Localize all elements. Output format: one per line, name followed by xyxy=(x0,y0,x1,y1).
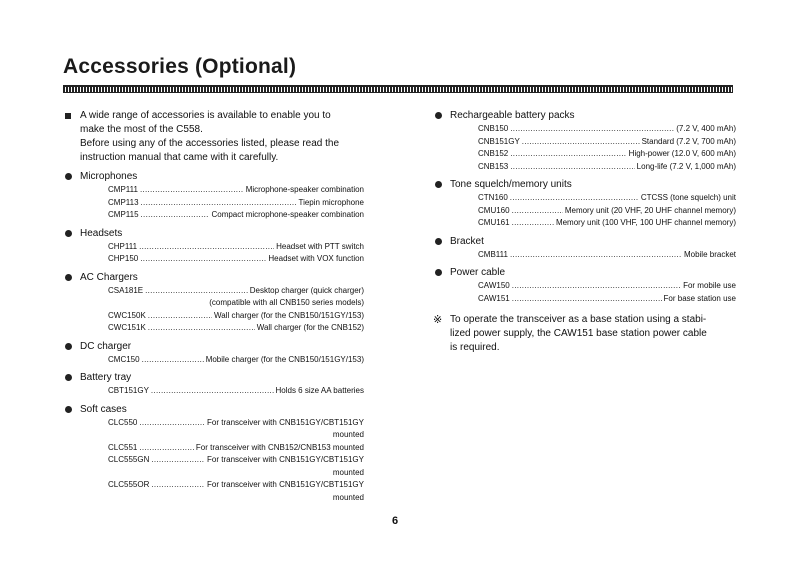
bullet-icon xyxy=(65,173,72,180)
accessory-item xyxy=(478,148,736,161)
dot-leader xyxy=(510,192,639,205)
bullet-icon xyxy=(65,230,72,237)
accessory-item xyxy=(108,354,364,367)
accessory-code: CLC551 xyxy=(108,442,138,452)
dot-leader xyxy=(522,136,640,149)
accessory-code: CLC550 xyxy=(108,417,138,427)
bullet-icon xyxy=(435,238,442,245)
bullet-icon xyxy=(435,112,442,119)
accessory-list xyxy=(108,285,364,335)
accessory-list xyxy=(478,280,736,305)
accessory-item xyxy=(108,417,364,442)
section-title xyxy=(64,403,364,416)
accessory-row xyxy=(478,136,736,149)
square-bullet-icon xyxy=(65,113,71,119)
accessory-row xyxy=(478,192,736,205)
accessory-description: Tiepin microphone xyxy=(298,197,364,207)
accessory-item xyxy=(108,479,364,504)
accessory-code: CBT151GY xyxy=(108,386,149,395)
dot-leader xyxy=(151,479,205,492)
accessory-code: CSA181E xyxy=(108,285,144,295)
accessory-description: CTCSS (tone squelch) unit xyxy=(640,193,736,202)
accessory-description: For transceiver with CNB151GY/CBT151GY xyxy=(207,417,364,427)
accessory-description: Long-life (7.2 V, 1,000 mAh) xyxy=(636,161,736,171)
accessory-description-continued: mounted xyxy=(332,467,364,477)
accessory-code: CNB151GY xyxy=(478,136,520,146)
accessory-description-continued: (compatible with all CNB150 series models) xyxy=(209,298,364,307)
accessory-row xyxy=(108,442,364,455)
accessory-code: CAW151 xyxy=(478,293,510,303)
accessory-description: High-power (12.0 V, 600 mAh) xyxy=(628,149,736,158)
accessory-row xyxy=(478,249,736,262)
accessory-description: Desktop charger (quick charger) xyxy=(249,285,364,295)
accessory-row xyxy=(108,454,364,467)
accessory-item xyxy=(108,454,364,479)
accessory-item xyxy=(108,209,364,222)
accessory-row xyxy=(108,197,364,210)
dot-leader xyxy=(140,253,266,266)
dot-leader xyxy=(510,161,634,174)
accessory-code: CHP150 xyxy=(108,254,139,263)
right-sections xyxy=(434,109,736,305)
accessory-code: CTN160 xyxy=(478,193,508,202)
accessory-list xyxy=(478,123,736,173)
dot-leader xyxy=(512,280,681,293)
accessory-description: Wall charger (for the CNB150/151GY/153) xyxy=(214,310,364,320)
accessory-item xyxy=(478,280,736,293)
dot-leader xyxy=(510,148,626,161)
intro-paragraph xyxy=(64,109,364,165)
accessory-row xyxy=(478,280,736,293)
accessory-code: CMB111 xyxy=(478,249,508,259)
intro-line: make the most of the C558. xyxy=(80,124,203,135)
accessory-description: Mobile charger (for the CNB150/151GY/153) xyxy=(205,354,364,364)
accessory-description: Standard (7.2 V, 700 mAh) xyxy=(641,136,736,146)
dot-leader xyxy=(139,442,194,455)
page-title: Accessories (Optional) xyxy=(63,55,297,78)
section-title-text: DC charger xyxy=(80,340,132,352)
dot-leader xyxy=(140,184,244,197)
accessory-row xyxy=(478,205,736,218)
accessory-description: For transceiver with CNB151GY/CBT151GY xyxy=(207,455,364,464)
accessory-row xyxy=(478,161,736,174)
accessory-item xyxy=(108,385,364,398)
accessory-item xyxy=(478,136,736,149)
accessory-description: For transceiver with CNB151GY/CBT151GY xyxy=(207,480,364,489)
dot-leader xyxy=(148,310,212,323)
section-title xyxy=(64,227,364,240)
accessory-description-continued: mounted xyxy=(332,492,364,502)
accessory-description: Memory unit (20 VHF, 20 UHF channel memory) xyxy=(564,205,736,215)
title-rule xyxy=(63,85,733,93)
note-line: To operate the transceiver as a base station using a stabi- xyxy=(450,314,707,325)
accessory-code: CNB153 xyxy=(478,161,509,171)
note xyxy=(434,313,736,355)
section-title-text: Headsets xyxy=(80,227,123,239)
accessory-section xyxy=(64,371,364,398)
accessory-item xyxy=(478,205,736,218)
accessory-item xyxy=(478,192,736,205)
bullet-icon xyxy=(65,343,72,350)
section-title-text: Soft cases xyxy=(80,403,127,415)
left-column xyxy=(64,109,364,509)
accessory-code: CMP115 xyxy=(108,210,139,219)
section-title xyxy=(64,340,364,353)
accessory-item xyxy=(108,322,364,335)
accessory-list xyxy=(108,354,364,367)
accessory-section xyxy=(434,266,736,305)
accessory-description-continued: mounted xyxy=(332,430,364,439)
accessory-section xyxy=(64,340,364,367)
accessory-row xyxy=(478,293,736,306)
left-sections xyxy=(64,170,364,504)
accessory-description: For transceiver with CNB152/CNB153 mounted xyxy=(195,442,364,452)
accessory-description: Mobile bracket xyxy=(683,249,736,259)
accessory-row xyxy=(108,310,364,323)
page-number: 6 xyxy=(392,515,399,527)
accessory-row xyxy=(108,184,364,197)
section-title xyxy=(434,109,736,122)
accessory-code: CMP111 xyxy=(108,185,138,194)
intro-line: instruction manual that came with it carefully. xyxy=(80,152,279,163)
note-line: is required. xyxy=(450,342,500,353)
accessory-row xyxy=(108,385,364,398)
accessory-code: CAW150 xyxy=(478,281,510,290)
section-title-text: Battery tray xyxy=(80,372,132,383)
section-title xyxy=(434,178,736,191)
section-title xyxy=(434,266,736,279)
accessory-section xyxy=(434,178,736,230)
accessory-description: Headset with VOX function xyxy=(268,254,364,263)
dot-leader xyxy=(139,241,274,254)
accessory-row xyxy=(478,217,736,230)
accessory-row xyxy=(108,322,364,335)
accessory-item xyxy=(108,184,364,197)
accessory-row xyxy=(108,285,364,298)
dot-leader xyxy=(512,217,554,230)
accessory-code: CLC555GN xyxy=(108,455,150,464)
accessory-row xyxy=(478,123,736,136)
reference-mark-icon: ※ xyxy=(433,314,443,326)
accessory-section xyxy=(434,109,736,173)
accessory-section xyxy=(64,271,364,335)
bullet-icon xyxy=(435,181,442,188)
section-title-text: Rechargeable battery packs xyxy=(450,110,575,121)
accessory-description: (7.2 V, 400 mAh) xyxy=(676,124,736,133)
section-title xyxy=(434,235,736,248)
accessory-code: CNB150 xyxy=(478,124,509,133)
accessory-item xyxy=(478,123,736,136)
dot-leader xyxy=(151,454,205,467)
accessory-row xyxy=(108,354,364,367)
dot-leader xyxy=(139,417,205,430)
section-title-text: Tone squelch/memory units xyxy=(450,179,572,190)
section-title-text: AC Chargers xyxy=(80,271,138,283)
accessory-item xyxy=(478,161,736,174)
accessory-list xyxy=(478,192,736,230)
accessory-item xyxy=(478,293,736,306)
intro-line: A wide range of accessories is available to enable you to xyxy=(80,110,331,121)
dot-leader xyxy=(145,285,248,298)
dot-leader xyxy=(151,385,274,398)
accessory-item xyxy=(108,241,364,254)
accessory-description: Microphone-speaker combination xyxy=(245,185,364,194)
accessory-code: CMU160 xyxy=(478,205,510,215)
section-title xyxy=(64,170,364,183)
accessory-row xyxy=(108,253,364,266)
section-title-text: Power cable xyxy=(450,267,506,278)
accessory-section xyxy=(64,227,364,266)
accessory-row xyxy=(108,417,364,430)
accessory-description: Holds 6 size AA batteries xyxy=(275,386,364,395)
accessory-row xyxy=(108,241,364,254)
accessory-list xyxy=(478,249,736,262)
accessory-item xyxy=(478,249,736,262)
accessory-code: CLC555OR xyxy=(108,480,150,489)
intro-line: Before using any of the accessories listed, please read the xyxy=(80,138,340,149)
dot-leader xyxy=(510,123,674,136)
accessory-row xyxy=(108,209,364,222)
accessory-code: CHP111 xyxy=(108,241,138,251)
section-title-text: Bracket xyxy=(450,235,484,247)
bullet-icon xyxy=(435,269,442,276)
accessory-list xyxy=(108,417,364,505)
accessory-row xyxy=(108,479,364,492)
accessory-list xyxy=(108,385,364,398)
accessory-section xyxy=(64,403,364,505)
dot-leader xyxy=(512,205,563,218)
section-title xyxy=(64,271,364,284)
bullet-icon xyxy=(65,374,72,381)
bullet-icon xyxy=(65,406,72,413)
dot-leader xyxy=(510,249,682,262)
dot-leader xyxy=(142,354,204,367)
accessory-code: CWC151K xyxy=(108,323,146,332)
accessory-description: Wall charger (for the CNB152) xyxy=(256,323,364,332)
dot-leader xyxy=(141,197,297,210)
accessory-description: For base station use xyxy=(663,293,736,303)
accessory-section xyxy=(64,170,364,222)
dot-leader xyxy=(512,293,662,306)
dot-leader xyxy=(141,209,210,222)
accessory-code: CWC150K xyxy=(108,310,146,320)
accessory-list xyxy=(108,241,364,266)
accessory-row xyxy=(478,148,736,161)
accessory-code: CNB152 xyxy=(478,149,509,158)
accessory-item xyxy=(108,197,364,210)
section-title-text: Microphones xyxy=(80,171,138,182)
accessory-item xyxy=(108,310,364,323)
accessory-section xyxy=(434,235,736,262)
accessory-item xyxy=(108,253,364,266)
right-column xyxy=(434,109,736,355)
accessory-item xyxy=(478,217,736,230)
accessory-description: Memory unit (100 VHF, 100 UHF channel memory) xyxy=(555,218,736,227)
accessory-item xyxy=(108,442,364,455)
accessory-code: CMP113 xyxy=(108,197,139,207)
accessory-code: CMC150 xyxy=(108,354,140,364)
accessory-code: CMU161 xyxy=(478,218,510,227)
accessory-description: For mobile use xyxy=(683,281,736,290)
note-line: lized power supply, the CAW151 base station power cable xyxy=(450,328,707,339)
accessory-description: Headset with PTT switch xyxy=(276,241,364,251)
accessory-list xyxy=(108,184,364,222)
section-title xyxy=(64,371,364,384)
bullet-icon xyxy=(65,274,72,281)
dot-leader xyxy=(148,322,255,335)
accessory-description: Compact microphone-speaker combination xyxy=(211,210,364,219)
accessory-item xyxy=(108,285,364,310)
